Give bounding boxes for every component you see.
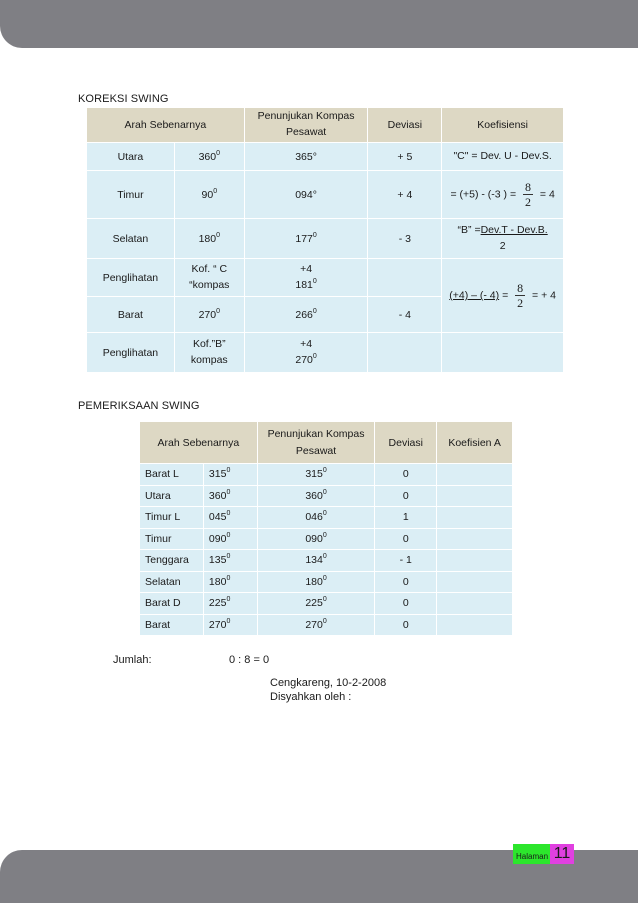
kompas-value: $134^0$ [257, 550, 375, 572]
coef-c-fraction: $\frac{8}{2}$ [525, 180, 531, 209]
header-deviasi: Deviasi [375, 422, 437, 464]
row-name: Timur L [140, 507, 204, 529]
koreksi-table [86, 107, 564, 373]
arah-value: Kof.”B” kompas [174, 333, 244, 373]
row-name: Barat L [140, 464, 204, 486]
kompas-value: $266^0$ [244, 297, 368, 333]
arah-value: $270^0$ [174, 297, 244, 333]
table-row [140, 464, 513, 486]
header-koefisiensi: Koefisiensi [442, 108, 564, 143]
table-row [140, 485, 513, 507]
pemeriksaan-title: PEMERIKSAAN SWING [78, 400, 200, 412]
koefisien-value [437, 614, 513, 636]
arah-value: $360^0$ [203, 485, 257, 507]
kompas-value: 094° [244, 171, 368, 219]
arah-value: $270^0$ [203, 614, 257, 636]
arah-value: $315^0$ [203, 464, 257, 486]
arah-value: Kof. “ C “kompas [174, 259, 244, 297]
koefisien-value [437, 507, 513, 529]
coef-b-calc: (+4) – (- 4) = $\frac{8}{2}$ = + 4 [442, 259, 564, 333]
deviasi-value: + 4 [368, 171, 442, 219]
table-row [140, 614, 513, 636]
koefisien-value [437, 571, 513, 593]
coef-b-formula: “B” =Dev.T - Dev.B. 2 [442, 219, 564, 259]
kompas-value: $360^0$ [257, 485, 375, 507]
row-name: Tenggara [140, 550, 204, 572]
deviasi-value [368, 259, 442, 297]
deviasi-value: + 5 [368, 143, 442, 171]
header-arah: Arah Sebenarnya [87, 108, 245, 143]
deviasi-value: 0 [375, 614, 437, 636]
row-name: Penglihatan [87, 333, 175, 373]
kompas-value: $180^0$ [257, 571, 375, 593]
koefisien-value [437, 528, 513, 550]
header-penunjukan: Penunjukan Kompas Pesawat [257, 422, 375, 464]
table-row [140, 550, 513, 572]
row-name: Barat D [140, 593, 204, 615]
header-deviasi: Deviasi [368, 108, 442, 143]
arah-value: $180^0$ [203, 571, 257, 593]
coef-b-fraction: $\frac{8}{2}$ [517, 281, 524, 310]
table-row [140, 571, 513, 593]
jumlah-label: Jumlah: [113, 654, 152, 666]
arah-value: $135^0$ [203, 550, 257, 572]
koefisien-value [437, 464, 513, 486]
row-name: Utara [87, 143, 175, 171]
deviasi-value: 0 [375, 528, 437, 550]
approved-by: Disyahkan oleh : [270, 691, 352, 703]
table-row [140, 528, 513, 550]
deviasi-value: - 1 [375, 550, 437, 572]
arah-value: $360^0$ [174, 143, 244, 171]
kompas-value: $046^0$ [257, 507, 375, 529]
deviasi-value: 1 [375, 507, 437, 529]
top-band [0, 0, 638, 48]
row-name: Selatan [87, 219, 175, 259]
koefisien-value [437, 485, 513, 507]
page-badge [513, 844, 574, 864]
arah-value: $090^0$ [203, 528, 257, 550]
kompas-value: $090^0$ [257, 528, 375, 550]
kompas-value: $177^0$ [244, 219, 368, 259]
coef-empty [442, 333, 564, 373]
arah-value: $180^0$ [174, 219, 244, 259]
kompas-value: $270^0$ [257, 614, 375, 636]
table-row [140, 593, 513, 615]
coef-c-formula: "C" = Dev. U - Dev.S. [442, 143, 564, 171]
row-name: Penglihatan [87, 259, 175, 297]
deviasi-value: 0 [375, 464, 437, 486]
jumlah-value: 0 : 8 = 0 [229, 654, 270, 666]
place-date: Cengkareng, 10-2-2008 [270, 677, 387, 689]
deviasi-value: - 4 [368, 297, 442, 333]
page-number: 11 [550, 844, 574, 864]
kompas-value: +4 $181^0$ [244, 259, 368, 297]
koefisien-value [437, 550, 513, 572]
header-arah: Arah Sebenarnya [140, 422, 258, 464]
kompas-value: $315^0$ [257, 464, 375, 486]
table-row [140, 507, 513, 529]
deviasi-value: - 3 [368, 219, 442, 259]
koreksi-title: KOREKSI SWING [78, 93, 169, 105]
deviasi-value [368, 333, 442, 373]
row-name: Barat [140, 614, 204, 636]
row-name: Selatan [140, 571, 204, 593]
row-name: Barat [87, 297, 175, 333]
row-name: Utara [140, 485, 204, 507]
header-penunjukan: Penunjukan Kompas Pesawat [244, 108, 368, 143]
koefisien-value [437, 593, 513, 615]
arah-value: $90^0$ [174, 171, 244, 219]
deviasi-value: 0 [375, 571, 437, 593]
arah-value: $225^0$ [203, 593, 257, 615]
deviasi-value: 0 [375, 593, 437, 615]
kompas-value: +4 $270^0$ [244, 333, 368, 373]
arah-value: $045^0$ [203, 507, 257, 529]
coef-c-calc: = (+5) - (-3 ) = $\frac{8}{2}$ = 4 [442, 171, 564, 219]
header-koefisien: Koefisien A [437, 422, 513, 464]
pemeriksaan-table [139, 421, 513, 636]
kompas-value: $225^0$ [257, 593, 375, 615]
row-name: Timur [140, 528, 204, 550]
page-label: Halaman [513, 844, 550, 864]
kompas-value: 365° [244, 143, 368, 171]
row-name: Timur [87, 171, 175, 219]
deviasi-value: 0 [375, 485, 437, 507]
